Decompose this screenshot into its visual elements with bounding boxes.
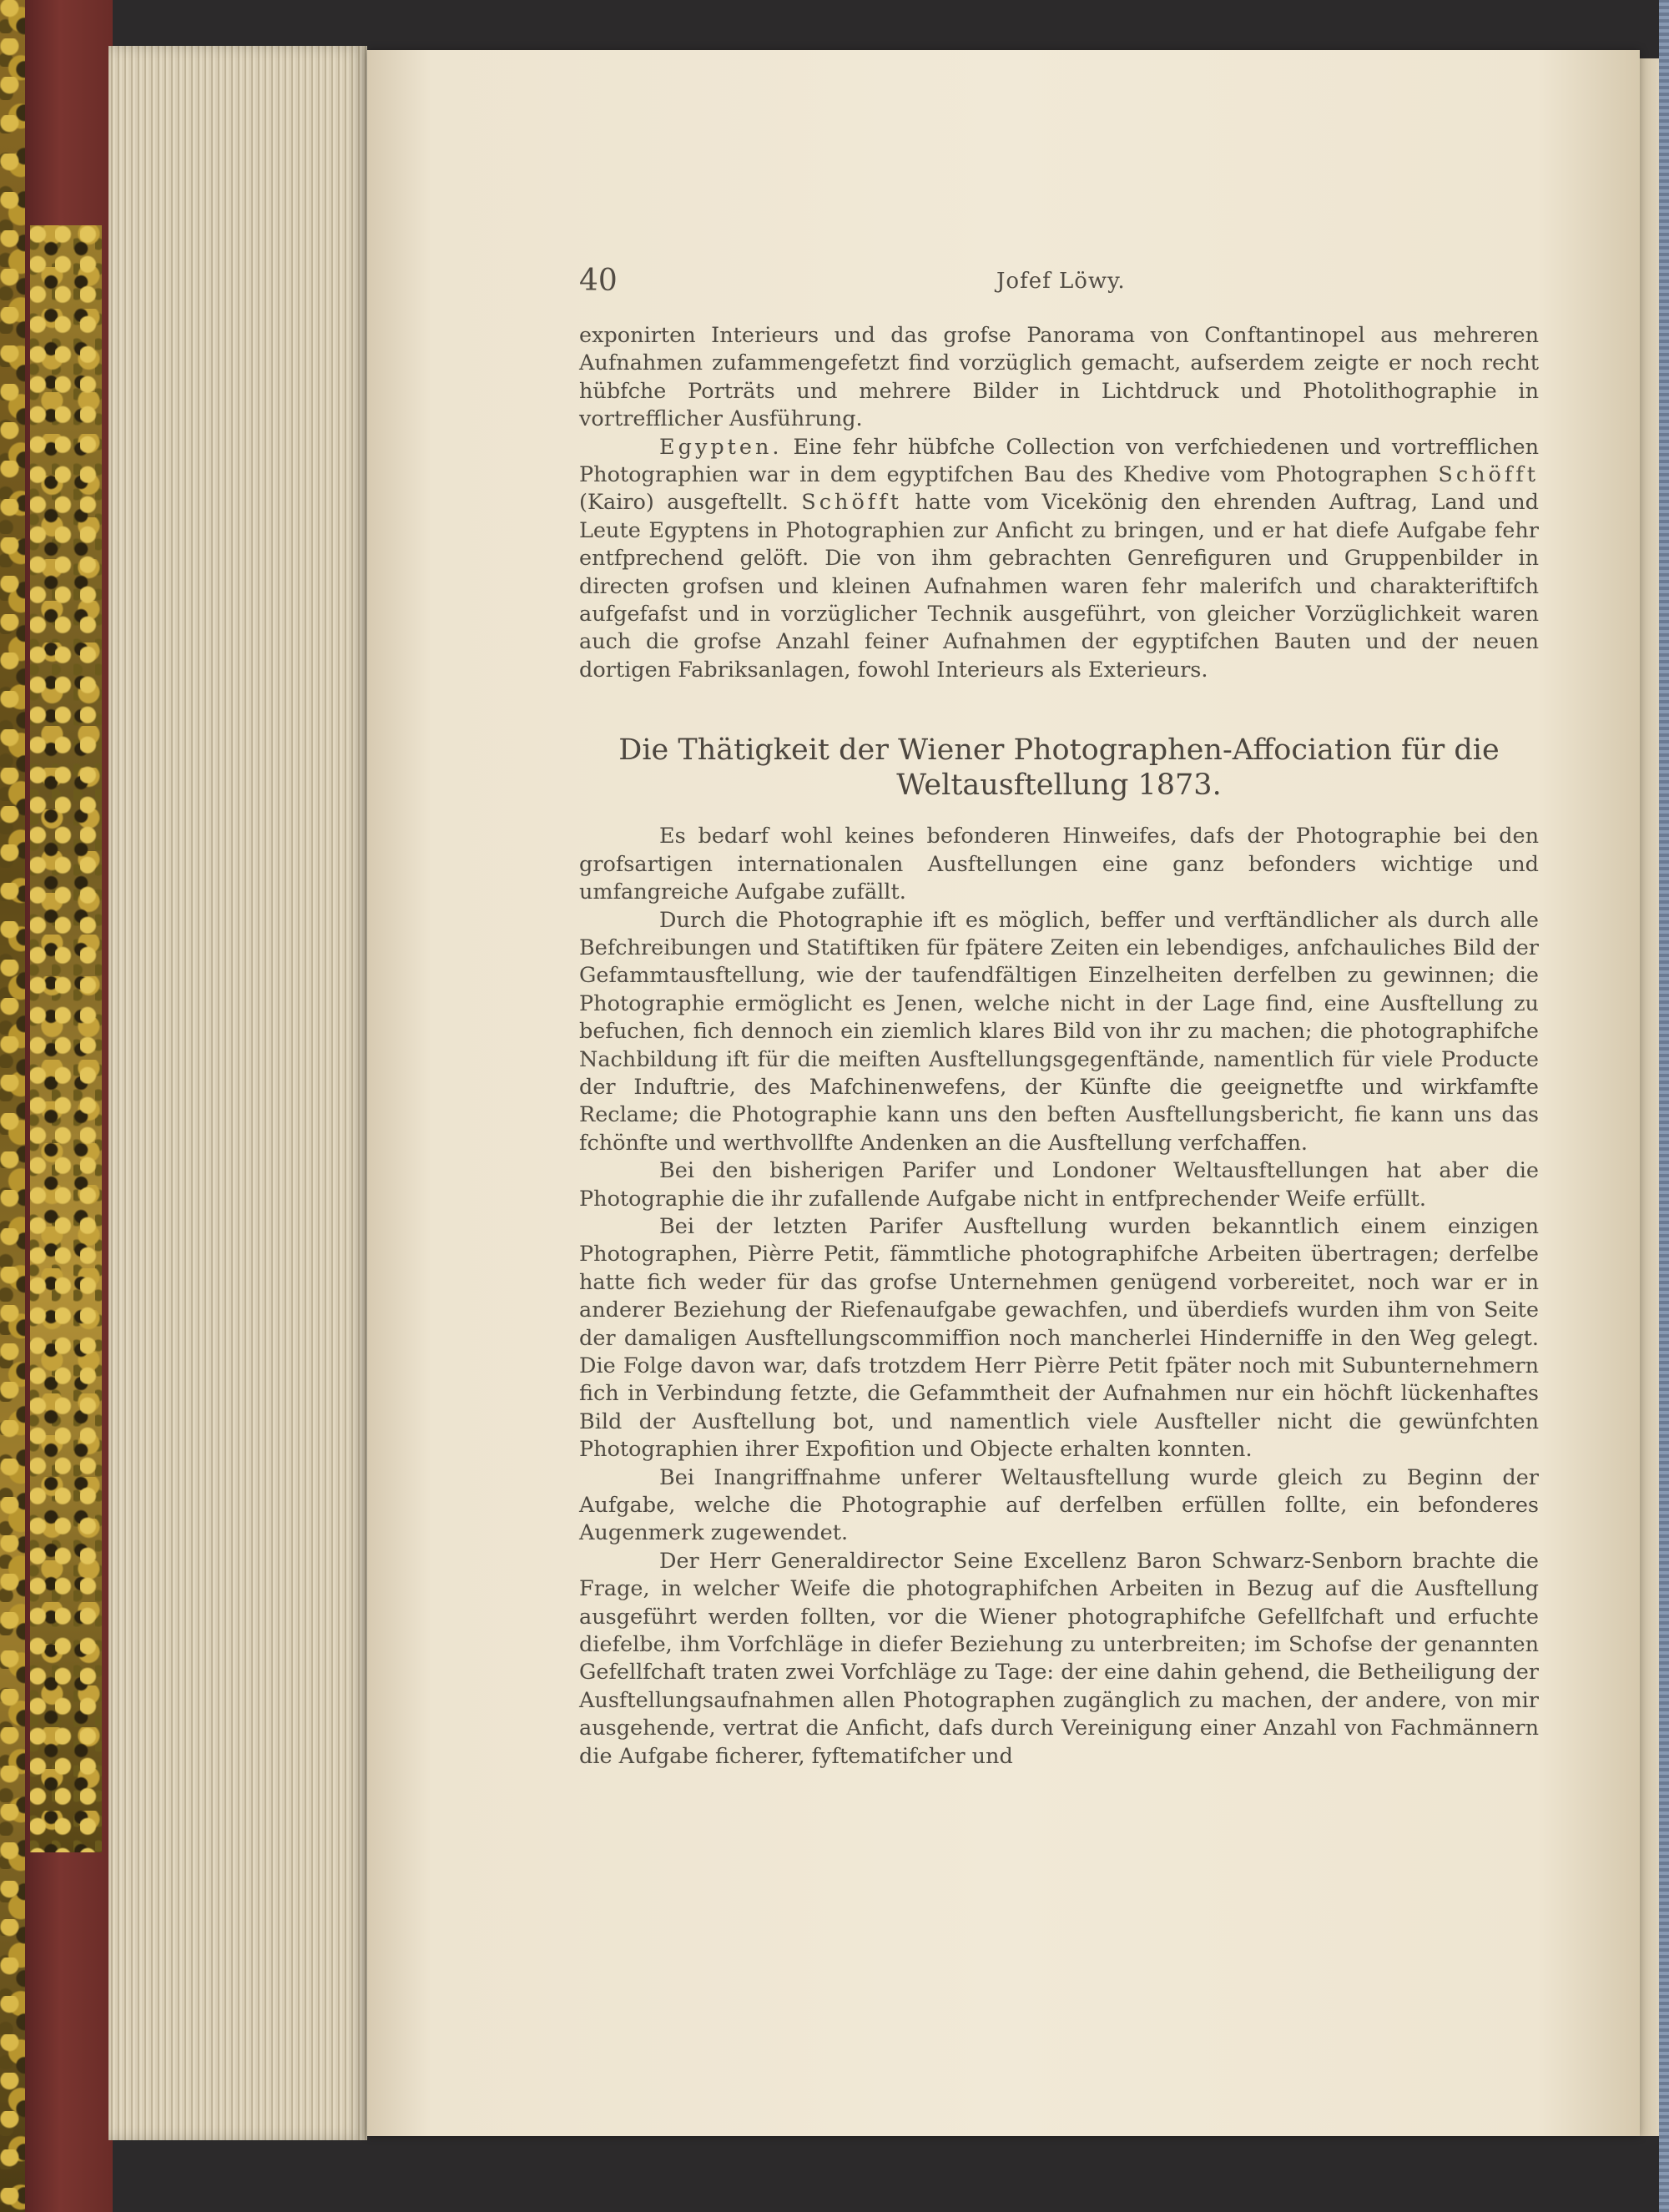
paragraph: Bei der letzten Parifer Ausftellung wurden bekanntlich einem einzigen Photographen, Pièrre Petit, fämmtliche photographifche Arbeiten übertragen; derfelbe hatte fich weder für das grofse Unternehmen genügend vorbereitet, noch war er in anderer Beziehung der Riefenaufgabe gewachfen, und überdiefs wurden ihm von Seite der damaligen Ausftellungscommiffion noch mancherlei Hinderniffe in den Weg gelegt. Die Folge davon war, dafs trotzdem Herr Pièrre Petit fpäter noch mit Subunternehmern fich in Verbindung fetzte, die Gefammtheit der Aufnahmen nur ein höchft lückenhaftes Bild der Ausftellung bot, und namentlich viele Ausfteller nicht die gewünfchten Photographien ihrer Expofition und Objecte erhalten konnten. [579, 1213, 1539, 1463]
paragraph-egypten [579, 434, 1539, 685]
facing-cover-cloth [1659, 0, 1669, 2212]
spaced-name: Schöfft [801, 490, 902, 516]
marbled-paper-strip [30, 225, 102, 1852]
running-head: Jofef Löwy. [996, 269, 1126, 294]
section-heading: Die Thätigkeit der Wiener Photographen-Affociation für die Weltausftellung 1873. [618, 733, 1500, 803]
paragraph: Bei Inangriffnahme unferer Weltausftellung wurde gleich zu Beginn der Aufgabe, welche die Photographie auf derfelben erfüllen follte, ein befonderes Augenmerk zugewendet. [579, 1464, 1539, 1546]
spaced-word: Egypten. [659, 434, 783, 460]
paragraph-part: (Kairo) ausgeftellt. [579, 490, 789, 516]
paragraph-part: hatte vom Vicekönig den ehrenden Auftrag, Land und Leute Egyptens in Photographien zur Anficht zu bringen, und er hat diefe Aufgabe fehr entfprechend gelöft. Die von ihm gebrachten Genrefiguren und Gruppenbilder in directen grofsen und kleinen Aufnahmen waren fehr malerifch und charakteriftifch aufgefafst und in vorzüglicher Technik ausgeführt, von gleicher Vorzüglichkeit waren auch die grofse Anzahl feiner Aufnahmen der egyptifchen Bauten und der neuen dortigen Fabriksanlagen, fowohl Interieurs als Exterieurs. [579, 490, 1539, 683]
paragraph: Der Herr Generaldirector Seine Excellenz Baron Schwarz-Senborn brachte die Frage, in welcher Weife die photographifchen Arbeiten in Bezug auf die Ausftellung ausgeführt werden follten, vor die Wiener photographifche Gefellfchaft und erfuchte diefelbe, ihm Vorfchläge in diefer Beziehung zu unterbreiten; im Schofse der genannten Gefellfchaft traten zwei Vorfchläge zu Tage: der eine dahin gehend, die Betheiligung der Ausftellungsaufnahmen allen Photographen zugänglich zu machen, der andere, von mir ausgehende, vertrat die Anficht, dafs durch Vereinigung einer Anzahl von Fachmännern die Aufgabe ficherer, fyftematifcher und [579, 1548, 1539, 1769]
spaced-name: Schöfft [1438, 462, 1539, 488]
body-text [579, 322, 1539, 1771]
paragraph: Bei den bisherigen Parifer und Londoner Weltausftellungen hat aber die Photographie die ihr zufallende Aufgabe nicht in entfprechender Weife erfüllt. [579, 1158, 1539, 1212]
page-edges [108, 46, 367, 2140]
page-header [579, 264, 1556, 314]
paragraph: Durch die Photographie ift es möglich, beffer und verftändlicher als durch alle Befchreibungen und Statiftiken für fpätere Zeiten ein lebendiges, anfchauliches Bild der Gefammtausftellung, wie der taufendfältigen Einzelheiten derfelben zu gewinnen; die Photographie ermöglicht es Jenen, welche nicht in der Lage find, eine Ausftellung zu befuchen, fich dennoch ein ziemlich klares Bild von ihr zu machen; die photographifche Nachbildung ift für die meiften Ausftellungsgegenftände, namentlich für viele Producte der Induftrie, des Mafchinenwefens, der Künfte die geeignetfte und wirkfamfte Reclame; die Photographie kann uns den beften Ausftellungsbericht, fie kann uns das fchönfte und werthvollfte Andenken an die Ausftellung verfchaffen. [579, 907, 1539, 1156]
page-number: 40 [579, 264, 618, 298]
paragraph-part: Eine fehr hübfche Collection von verfchiedenen und vortrefflichen Photographien war in dem egyptifchen Bau des Khedive vom Photographen [579, 434, 1539, 488]
paragraph: Es bedarf wohl keines befonderen Hinweifes, dafs der Photographie bei den grofsartigen internationalen Ausftellungen eine ganz befonders wichtige und umfangreiche Aufgabe zufällt. [579, 824, 1539, 905]
paragraph: exponirten Interieurs und das grofse Panorama von Conftantinopel aus mehreren Aufnahmen zufammengefetzt find vorzüglich gemacht, aufserdem zeigte er noch recht hübfche Porträts und mehrere Bilder in Lichtdruck und Photolithographie in vortrefflicher Ausführung. [579, 323, 1539, 432]
